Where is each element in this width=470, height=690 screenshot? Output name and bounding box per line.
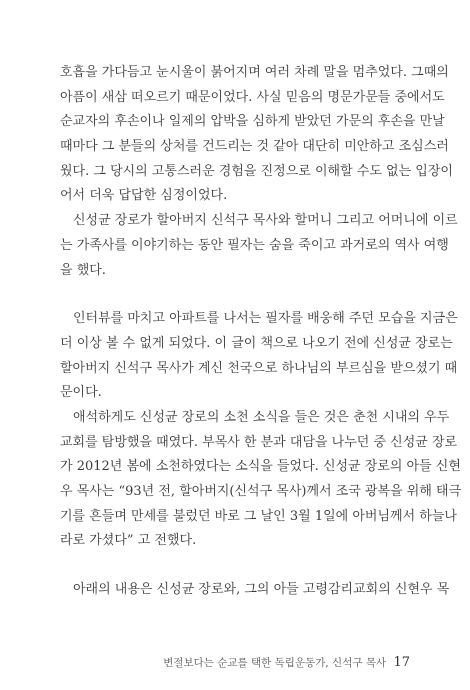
text-line: 라로 가셨다” 고 전했다. (60, 533, 197, 549)
text-line: 아래의 내용은 신성균 장로와, 그의 아들 고령감리교회의 신현우 목 (60, 582, 450, 598)
page-number: 17 (393, 655, 410, 670)
text-line: 는 가족사를 이야기하는 동안 필자는 숨을 죽이고 과거로의 역사 여행 (60, 237, 449, 253)
body-text (60, 64, 462, 606)
running-title: 변절보다는 순교를 택한 독립운동가, 신석구 목사 (163, 657, 387, 669)
paragraph-gap (60, 286, 405, 310)
page-footer (163, 655, 410, 670)
text-line: 을 했다. (60, 262, 106, 278)
text-line: 신성균 장로가 할아버지 신석구 목사와 할머니 그리고 어머니에 이르 (60, 213, 458, 229)
text-line: 아픔이 새삼 떠오르기 때문이었다. 사실 믿음의 명문가문들 중에서도 (60, 89, 445, 105)
text-line: 할아버지 신석구 목사가 계신 천국으로 하나님의 부르심을 받으셨기 때 (60, 360, 458, 376)
text-line: 애석하게도 신성균 장로의 소천 소식을 들은 것은 춘천 시내의 우두 (60, 409, 450, 425)
text-line: 호흡을 가다듬고 눈시울이 붉어지며 여러 차례 말을 멈추었다. 그때의 (60, 65, 449, 80)
text-line: 가 2012년 봄에 소천하였다는 소식을 들었다. 신성균 장로의 아들 신현 (60, 459, 461, 475)
text-line: 문이다. (60, 385, 102, 401)
text-line: 때마다 그 분들의 상처를 건드리는 것 같아 대단히 미안하고 조심스러 (60, 139, 449, 155)
text-line: 어서 더욱 답답한 심정이었다. (60, 188, 228, 204)
text-line: 기를 흔들며 만세를 불렀던 바로 그 날인 3월 1일에 아버님께서 하늘나 (60, 508, 457, 524)
text-line: 웠다. 그 당시의 고통스러운 경험을 진정으로 이해할 수도 없는 입장이 (60, 163, 453, 179)
text-line: 인터뷰를 마치고 아파트를 나서는 필자를 배웅해 주던 모습을 지금은 (60, 311, 458, 327)
text-line: 순교자의 후손이나 일제의 압박을 심하게 받았던 가문의 후손을 만날 (60, 114, 445, 130)
text-line: 우 목사는 “93년 전, 할아버지(신석구 목사)께서 조국 광복을 위해 태극 (60, 484, 462, 499)
paragraph-gap (60, 557, 405, 581)
text-line: 더 이상 볼 수 없게 되었다. 이 글이 책으로 나오기 전에 신성균 장로는 (60, 335, 453, 351)
text-line: 교회를 탐방했을 때였다. 부목사 한 분과 대담을 나누던 중 신성균 장로 (60, 434, 458, 450)
